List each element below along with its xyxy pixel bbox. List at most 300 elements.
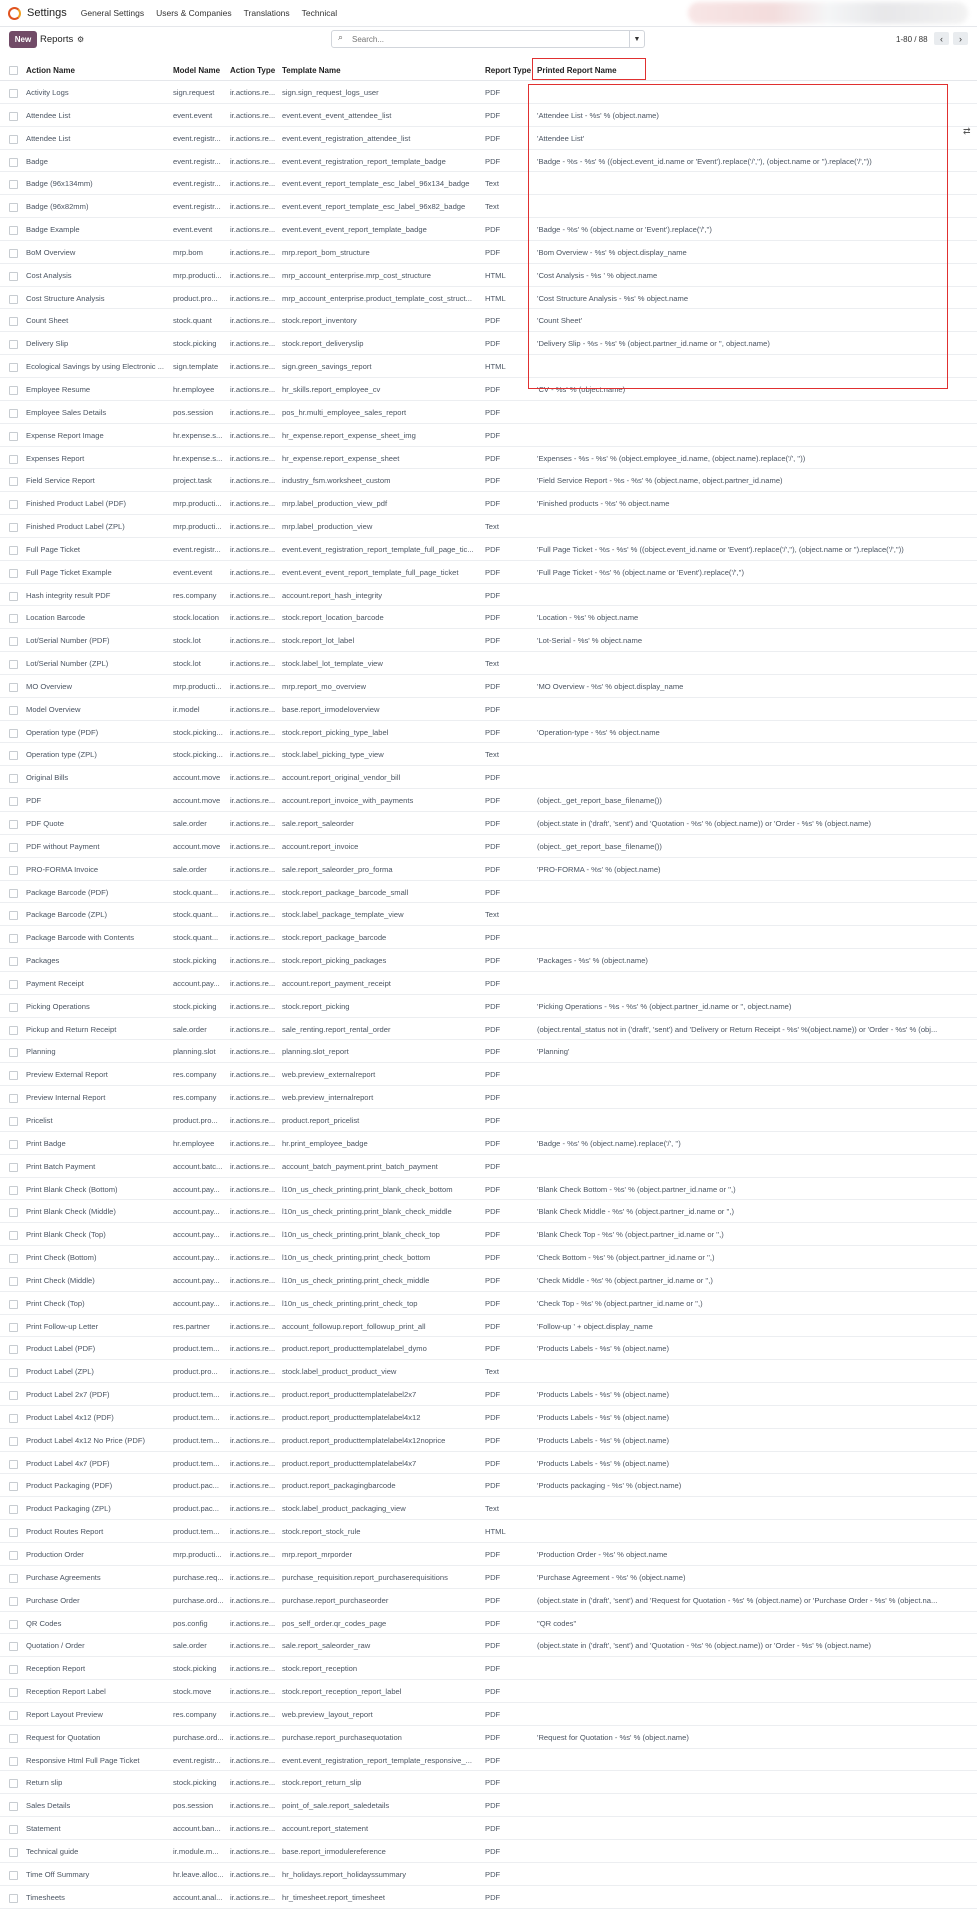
printed-report-name-cell: 'Follow-up ' + object.display_name [537, 1321, 653, 1331]
table-row[interactable] [0, 150, 977, 173]
action-type-cell: ir.actions.re... [230, 1481, 276, 1491]
action-type-cell: ir.actions.re... [230, 1230, 276, 1240]
row-checkbox[interactable] [9, 1734, 18, 1743]
action-type-cell: ir.actions.re... [230, 1115, 276, 1125]
table-row[interactable] [0, 1086, 977, 1109]
action-type-cell: ir.actions.re... [230, 978, 276, 988]
table-row[interactable] [0, 1680, 977, 1703]
row-checkbox[interactable] [9, 386, 18, 395]
table-row[interactable] [0, 1178, 977, 1201]
action-type-cell: ir.actions.re... [230, 1321, 276, 1331]
table-row[interactable] [0, 287, 977, 310]
printed-report-name-cell: 'Planning' [537, 1047, 570, 1057]
model-name-cell: event.registr... [173, 1755, 221, 1765]
action-name-cell: Finished Product Label (ZPL) [26, 522, 125, 532]
column-header-action-type[interactable]: Action Type [230, 66, 276, 75]
row-checkbox[interactable] [9, 1300, 18, 1309]
app-name[interactable]: Settings [27, 7, 67, 19]
table-row[interactable] [0, 424, 977, 447]
action-name-cell: Payment Receipt [26, 978, 84, 988]
table-row[interactable] [0, 218, 977, 241]
report-type-cell: PDF [485, 590, 501, 600]
table-row[interactable] [0, 1246, 977, 1269]
table-row[interactable] [0, 606, 977, 629]
table-row[interactable] [0, 1886, 977, 1909]
action-type-cell: ir.actions.re... [230, 1755, 276, 1765]
row-checkbox[interactable] [9, 1414, 18, 1423]
row-checkbox[interactable] [9, 911, 18, 920]
model-name-cell: sign.request [173, 88, 215, 97]
row-checkbox[interactable] [9, 683, 18, 692]
template-name-cell: stock.label_product_product_view [282, 1367, 397, 1377]
row-checkbox[interactable] [9, 1186, 18, 1195]
row-checkbox[interactable] [9, 980, 18, 989]
model-name-cell: product.pac... [173, 1504, 220, 1514]
action-name-cell: Pickup and Return Receipt [26, 1024, 117, 1034]
action-type-cell: ir.actions.re... [230, 316, 276, 326]
table-row[interactable] [0, 447, 977, 470]
model-name-cell: stock.picking [173, 1778, 217, 1788]
template-name-cell: stock.report_package_barcode_small [282, 887, 409, 897]
row-checkbox[interactable] [9, 934, 18, 943]
report-type-cell: HTML [485, 270, 506, 280]
row-checkbox[interactable] [9, 455, 18, 464]
table-row[interactable] [0, 881, 977, 904]
report-type-cell: PDF [485, 956, 501, 966]
model-name-cell: ir.model [173, 704, 200, 714]
model-name-cell: account.pay... [173, 978, 220, 988]
row-checkbox[interactable] [9, 272, 18, 281]
report-type-cell: PDF [485, 453, 501, 463]
table-row[interactable] [0, 309, 977, 332]
table-row[interactable] [0, 332, 977, 355]
table-row[interactable] [0, 1406, 977, 1429]
row-checkbox[interactable] [9, 866, 18, 875]
action-name-cell: Preview Internal Report [26, 1093, 106, 1103]
template-name-cell: product.report_producttemplatelabel_dymo [282, 1344, 427, 1354]
table-row[interactable] [0, 1315, 977, 1338]
printed-report-name-cell: 'Picking Operations - %s - %s' % (object.partner_id.name or '', object.name) [537, 1001, 792, 1011]
action-type-cell: ir.actions.re... [230, 1207, 276, 1217]
report-type-cell: PDF [485, 1641, 501, 1651]
row-checkbox[interactable] [9, 614, 18, 623]
printed-report-name-cell: 'Purchase Agreement - %s' % (object.name) [537, 1572, 686, 1582]
action-type-cell: ir.actions.re... [230, 956, 276, 966]
row-checkbox[interactable] [9, 1345, 18, 1354]
model-name-cell: stock.picking... [173, 727, 223, 737]
row-checkbox[interactable] [9, 409, 18, 418]
table-row[interactable] [0, 972, 977, 995]
table-row[interactable] [0, 652, 977, 675]
row-checkbox[interactable] [9, 1779, 18, 1788]
report-type-cell: Text [485, 202, 499, 212]
row-checkbox[interactable] [9, 1597, 18, 1606]
table-row[interactable] [0, 469, 977, 492]
table-row[interactable] [0, 949, 977, 972]
search-input[interactable] [350, 32, 614, 46]
report-type-cell: Text [485, 659, 499, 669]
action-name-cell: Badge (96x134mm) [26, 179, 93, 189]
action-type-cell: ir.actions.re... [230, 1778, 276, 1788]
template-name-cell: product.report_pricelist [282, 1115, 360, 1125]
printed-report-name-cell: 'Products packaging - %s' % (object.name) [537, 1481, 682, 1491]
row-checkbox[interactable] [9, 660, 18, 669]
table-row[interactable] [0, 629, 977, 652]
model-name-cell: event.event [173, 225, 213, 235]
row-checkbox[interactable] [9, 1757, 18, 1766]
printed-report-name-cell: 'Bom Overview - %s' % object.display_name [537, 247, 687, 257]
action-name-cell: Report Layout Preview [26, 1709, 103, 1719]
gear-icon[interactable]: ⚙ [77, 35, 85, 44]
action-name-cell: Print Blank Check (Bottom) [26, 1184, 118, 1194]
row-checkbox[interactable] [9, 1894, 18, 1903]
row-checkbox[interactable] [9, 203, 18, 212]
model-name-cell: product.pro... [173, 1367, 218, 1377]
action-type-cell: ir.actions.re... [230, 1892, 276, 1902]
table-row[interactable] [0, 1155, 977, 1178]
table-row[interactable] [0, 766, 977, 789]
table-row[interactable] [0, 378, 977, 401]
printed-report-name-cell: (object.state in ('draft', 'sent') and 'Quotation - %s' % (object.name)) or 'Order - %s' % (object.name) [537, 819, 872, 828]
table-row[interactable] [0, 1520, 977, 1543]
report-type-cell: PDF [485, 1572, 501, 1582]
table-row[interactable] [0, 1109, 977, 1132]
row-checkbox[interactable] [9, 1277, 18, 1286]
model-name-cell: hr.employee [173, 384, 215, 394]
row-checkbox[interactable] [9, 957, 18, 966]
table-row[interactable] [0, 1223, 977, 1246]
action-type-cell: ir.actions.re... [230, 750, 276, 760]
row-checkbox[interactable] [9, 158, 18, 167]
table-row[interactable] [0, 1040, 977, 1063]
template-name-cell: stock.report_stock_rule [282, 1527, 361, 1537]
table-row[interactable] [0, 104, 977, 127]
column-header-model-name[interactable]: Model Name [173, 66, 221, 75]
table-row[interactable] [0, 698, 977, 721]
printed-report-name-cell: (object.state in ('draft', 'sent') and 'Quotation - %s' % (object.name)) or 'Order - %s' % (object.name) [537, 1641, 872, 1651]
row-checkbox[interactable] [9, 1163, 18, 1172]
row-checkbox[interactable] [9, 1254, 18, 1263]
action-name-cell: Cost Analysis [26, 270, 72, 280]
row-checkbox[interactable] [9, 1437, 18, 1446]
printed-report-name-cell: 'Products Labels - %s' % (object.name) [537, 1435, 670, 1445]
table-row[interactable] [0, 127, 977, 150]
table-row[interactable] [0, 1794, 977, 1817]
action-name-cell: BoM Overview [26, 247, 76, 257]
row-checkbox[interactable] [9, 295, 18, 304]
report-type-cell: Text [485, 910, 499, 920]
action-type-cell: ir.actions.re... [230, 704, 276, 714]
table-row[interactable] [0, 81, 977, 104]
row-checkbox[interactable] [9, 1688, 18, 1697]
model-name-cell: account.anal... [173, 1892, 223, 1902]
row-checkbox[interactable] [9, 1323, 18, 1332]
row-checkbox[interactable] [9, 1071, 18, 1080]
optional-columns-icon[interactable]: ⇄ [963, 126, 971, 136]
row-checkbox[interactable] [9, 729, 18, 738]
action-name-cell: Timesheets [26, 1892, 65, 1902]
table-row[interactable] [0, 812, 977, 835]
table-row[interactable] [0, 1589, 977, 1612]
column-header-printed-report-name[interactable]: Printed Report Name [537, 66, 617, 75]
printed-report-name-cell: 'MO Overview - %s' % object.display_name [537, 681, 684, 691]
menu-translations[interactable]: Translations [243, 8, 290, 18]
table-row[interactable] [0, 743, 977, 766]
template-name-cell: hr_expense.report_expense_sheet [282, 453, 400, 463]
table-row[interactable] [0, 264, 977, 287]
template-name-cell: base.report_irmodulereference [282, 1846, 386, 1856]
model-name-cell: stock.picking... [173, 750, 223, 760]
table-row[interactable] [0, 1543, 977, 1566]
action-name-cell: Finished Product Label (PDF) [26, 499, 127, 509]
table-row[interactable] [0, 1360, 977, 1383]
printed-report-name-cell: 'Attendee List' [537, 133, 585, 143]
action-type-cell: ir.actions.re... [230, 270, 276, 280]
row-checkbox[interactable] [9, 1482, 18, 1491]
table-row[interactable] [0, 241, 977, 264]
table-row[interactable] [0, 1018, 977, 1041]
row-checkbox[interactable] [9, 1140, 18, 1149]
row-checkbox[interactable] [9, 317, 18, 326]
template-name-cell: point_of_sale.report_saledetails [282, 1801, 390, 1811]
action-name-cell: Package Barcode (PDF) [26, 887, 109, 897]
report-type-cell: PDF [485, 88, 501, 97]
table-row[interactable] [0, 1337, 977, 1360]
row-checkbox[interactable] [9, 1574, 18, 1583]
row-checkbox[interactable] [9, 1505, 18, 1514]
table-row[interactable] [0, 789, 977, 812]
column-header-template-name[interactable]: Template Name [282, 66, 341, 75]
template-name-cell: account_batch_payment.print_batch_payment [282, 1161, 438, 1171]
table-row[interactable] [0, 1566, 977, 1589]
report-type-cell: PDF [485, 339, 501, 349]
template-name-cell: hr.print_employee_badge [282, 1138, 368, 1148]
printed-report-name-cell: 'Check Top - %s' % (object.partner_id.name or '',) [537, 1298, 703, 1308]
table-row[interactable] [0, 1452, 977, 1475]
report-type-cell: PDF [485, 796, 501, 806]
row-checkbox[interactable] [9, 1231, 18, 1240]
row-checkbox[interactable] [9, 226, 18, 235]
row-checkbox[interactable] [9, 1528, 18, 1537]
select-all-checkbox[interactable] [9, 66, 18, 75]
row-checkbox[interactable] [9, 820, 18, 829]
settings-app-icon[interactable] [8, 7, 21, 20]
pager-value[interactable]: 1-80 / 88 [896, 35, 928, 44]
table-row[interactable] [0, 492, 977, 515]
model-name-cell: event.registr... [173, 202, 221, 212]
row-checkbox[interactable] [9, 1551, 18, 1560]
report-type-cell: PDF [485, 1595, 501, 1605]
template-name-cell: l10n_us_check_printing.print_blank_check_middle [282, 1207, 452, 1217]
row-checkbox[interactable] [9, 637, 18, 646]
row-checkbox[interactable] [9, 89, 18, 98]
table-row[interactable] [0, 1703, 977, 1726]
action-name-cell: Return slip [26, 1778, 63, 1788]
template-name-cell: sale.report_saleorder_pro_forma [282, 864, 393, 874]
row-checkbox[interactable] [9, 706, 18, 715]
row-checkbox[interactable] [9, 477, 18, 486]
action-type-cell: ir.actions.re... [230, 841, 276, 851]
table-row[interactable] [0, 584, 977, 607]
report-type-cell: PDF [485, 1755, 501, 1765]
table-row[interactable] [0, 1200, 977, 1223]
action-name-cell: Preview External Report [26, 1070, 108, 1080]
template-name-cell: mrp.label_production_view [282, 522, 373, 532]
table-row[interactable] [0, 1132, 977, 1155]
table-row[interactable] [0, 1726, 977, 1749]
table-row[interactable] [0, 675, 977, 698]
action-type-cell: ir.actions.re... [230, 1664, 276, 1674]
table-row[interactable] [0, 721, 977, 744]
row-checkbox[interactable] [9, 774, 18, 783]
search-toggle-dropdown-icon[interactable]: ▼ [629, 31, 644, 47]
model-name-cell: stock.picking [173, 1664, 217, 1674]
report-type-cell: PDF [485, 864, 501, 874]
row-checkbox[interactable] [9, 523, 18, 532]
action-name-cell: Lot/Serial Number (PDF) [26, 636, 110, 646]
new-button[interactable]: New [9, 31, 37, 48]
table-row[interactable] [0, 1383, 977, 1406]
table-row[interactable] [0, 401, 977, 424]
table-row[interactable] [0, 172, 977, 195]
report-type-cell: PDF [485, 1687, 501, 1697]
row-checkbox[interactable] [9, 1848, 18, 1857]
report-type-cell: PDF [485, 247, 501, 257]
table-row[interactable] [0, 1771, 977, 1794]
row-checkbox[interactable] [9, 546, 18, 555]
row-checkbox[interactable] [9, 889, 18, 898]
action-name-cell: Purchase Order [26, 1595, 80, 1605]
table-row[interactable] [0, 515, 977, 538]
column-header-action-name[interactable]: Action Name [26, 66, 75, 75]
pager-next-button[interactable]: › [953, 32, 968, 45]
row-checkbox[interactable] [9, 1825, 18, 1834]
action-name-cell: Delivery Slip [26, 339, 69, 349]
table-row[interactable] [0, 1497, 977, 1520]
row-checkbox[interactable] [9, 340, 18, 349]
action-name-cell: Responsive Html Full Page Ticket [26, 1755, 140, 1765]
table-row[interactable] [0, 995, 977, 1018]
template-name-cell: l10n_us_check_printing.print_blank_check_bottom [282, 1184, 453, 1194]
action-type-cell: ir.actions.re... [230, 407, 276, 417]
table-row[interactable] [0, 1817, 977, 1840]
table-row[interactable] [0, 1749, 977, 1772]
row-checkbox[interactable] [9, 1048, 18, 1057]
row-checkbox[interactable] [9, 1642, 18, 1651]
action-type-cell: ir.actions.re... [230, 1344, 276, 1354]
column-header-report-type[interactable]: Report Type [485, 66, 532, 75]
report-type-cell: PDF [485, 225, 501, 235]
table-row[interactable] [0, 1657, 977, 1680]
row-checkbox[interactable] [9, 1802, 18, 1811]
table-row[interactable] [0, 858, 977, 881]
row-checkbox[interactable] [9, 592, 18, 601]
table-row[interactable] [0, 1292, 977, 1315]
report-type-cell: PDF [485, 384, 501, 394]
template-name-cell: account.report_invoice [282, 841, 359, 851]
row-checkbox[interactable] [9, 432, 18, 441]
pager-previous-button[interactable]: ‹ [934, 32, 949, 45]
table-row[interactable] [0, 1612, 977, 1635]
action-type-cell: ir.actions.re... [230, 1298, 276, 1308]
row-checkbox[interactable] [9, 797, 18, 806]
row-checkbox[interactable] [9, 1620, 18, 1629]
menu-users-companies[interactable]: Users & Companies [156, 8, 232, 18]
row-checkbox[interactable] [9, 1665, 18, 1674]
template-name-cell: web.preview_layout_report [282, 1709, 373, 1719]
row-checkbox[interactable] [9, 363, 18, 372]
table-row[interactable] [0, 1429, 977, 1452]
table-row[interactable] [0, 1474, 977, 1497]
template-name-cell: stock.report_picking_packages [282, 956, 387, 966]
action-type-cell: ir.actions.re... [230, 1824, 276, 1834]
action-name-cell: Reception Report Label [26, 1687, 106, 1697]
printed-report-name-cell: 'Cost Structure Analysis - %s' % object.name [537, 293, 689, 303]
table-row[interactable] [0, 926, 977, 949]
report-type-cell: PDF [485, 1184, 501, 1194]
row-checkbox[interactable] [9, 112, 18, 121]
report-type-cell: PDF [485, 819, 501, 828]
table-row[interactable] [0, 1269, 977, 1292]
row-checkbox[interactable] [9, 1094, 18, 1103]
row-checkbox[interactable] [9, 500, 18, 509]
action-type-cell: ir.actions.re... [230, 727, 276, 737]
table-row[interactable] [0, 903, 977, 926]
table-row[interactable] [0, 1863, 977, 1886]
row-checkbox[interactable] [9, 1003, 18, 1012]
table-row[interactable] [0, 1063, 977, 1086]
action-type-cell: ir.actions.re... [230, 88, 276, 97]
row-checkbox[interactable] [9, 1711, 18, 1720]
row-checkbox[interactable] [9, 180, 18, 189]
row-checkbox[interactable] [9, 569, 18, 578]
table-row[interactable] [0, 1634, 977, 1657]
printed-report-name-cell: 'Badge - %s' % (object.name or 'Event').replace('/','') [537, 225, 712, 235]
row-checkbox[interactable] [9, 1460, 18, 1469]
printed-report-name-cell: 'Lot-Serial - %s' % object.name [537, 636, 643, 646]
report-type-cell: PDF [485, 1230, 501, 1240]
row-checkbox[interactable] [9, 1871, 18, 1880]
menu-general-settings[interactable]: General Settings [80, 8, 145, 18]
row-checkbox[interactable] [9, 135, 18, 144]
action-name-cell: Attendee List [26, 110, 71, 120]
action-type-cell: ir.actions.re... [230, 156, 276, 166]
action-name-cell: Product Label 4x12 (PDF) [26, 1412, 114, 1422]
table-row[interactable] [0, 195, 977, 218]
row-checkbox[interactable] [9, 1368, 18, 1377]
model-name-cell: stock.picking [173, 339, 217, 349]
row-checkbox[interactable] [9, 1208, 18, 1217]
table-row[interactable] [0, 355, 977, 378]
printed-report-name-cell: 'Full Page Ticket - %s - %s' % ((object.event_id.name or 'Event').replace('/',''), (object.name or '').replace('/','')) [537, 544, 904, 554]
row-checkbox[interactable] [9, 1117, 18, 1126]
table-row[interactable] [0, 561, 977, 584]
row-checkbox[interactable] [9, 751, 18, 760]
search-bar [331, 30, 645, 48]
row-checkbox[interactable] [9, 1026, 18, 1035]
action-name-cell: Badge [26, 156, 48, 166]
row-checkbox[interactable] [9, 843, 18, 852]
table-row[interactable] [0, 538, 977, 561]
action-type-cell: ir.actions.re... [230, 1070, 276, 1080]
row-checkbox[interactable] [9, 249, 18, 258]
table-row[interactable] [0, 835, 977, 858]
row-checkbox[interactable] [9, 1391, 18, 1400]
printed-report-name-cell: (object.rental_status not in ('draft', 'sent') and 'Delivery or Return Receipt - %s' %(object.name)) or 'Order - %s' % (obj... [537, 1024, 938, 1034]
template-name-cell: product.report_producttemplatelabel4x12noprice [282, 1435, 446, 1445]
table-row[interactable] [0, 1840, 977, 1863]
menu-technical[interactable]: Technical [301, 8, 338, 18]
